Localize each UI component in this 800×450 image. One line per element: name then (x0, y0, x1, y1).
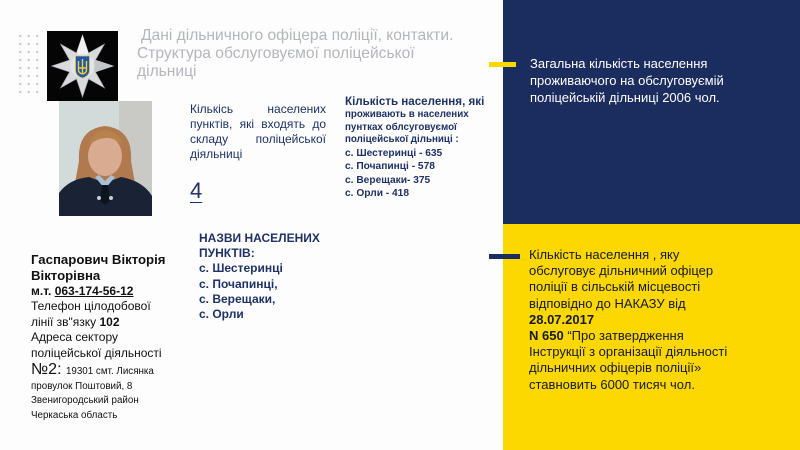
settlement-names-heading: НАЗВИ НАСЕЛЕНИХ ПУНКТІВ: (199, 231, 320, 261)
population-heading: Кількість населення, які (345, 95, 485, 108)
officer-name: Вікторівна (31, 268, 101, 283)
title-line: дільниці (137, 63, 197, 80)
title-line: Дані дільничного офіцера поліції, контакти. (141, 27, 454, 44)
order-number: N 650 (529, 328, 564, 344)
address-line: Черкаська область (31, 409, 118, 421)
officer-photo (59, 101, 152, 216)
population-by-village (345, 95, 495, 201)
norm-population-text: Кількість населення , яку обслуговує дільничний офіцер поліції в сільській місцевості відповідно до НАКАЗУ від 28.07.2017 N 650 “Про затвердження Інструкції з організації діяльності дільничних офіцерів поліції» ставновить 6000 тисяч чол. (529, 247, 791, 393)
address-line: №2: 19301 смт. Лисянка (31, 361, 154, 378)
population-row: с. Почапинці - 578 (345, 161, 435, 172)
settlements-count-value: 4 (190, 178, 203, 203)
population-subheading: проживають в населених пунтках облсуговуємої поліцейської дільниці : (345, 109, 469, 145)
officer-phone (31, 284, 201, 299)
hotline-number: 102 (99, 314, 120, 329)
hotline-text: лінії зв"язку 102 (31, 314, 120, 329)
police-star-emblem-icon (47, 31, 118, 101)
address-label: поліцейської діяльності (31, 345, 162, 360)
blue-accent-bar (489, 254, 520, 259)
address-line: провулок Поштовий, 8 (31, 380, 133, 392)
population-row: с. Шестеринці - 635 (345, 147, 443, 159)
settlement-names (199, 231, 339, 322)
dot-pattern-decoration (16, 32, 42, 94)
phone-prefix: м.т. (31, 284, 55, 298)
total-population-panel (503, 0, 800, 224)
address-label: Адреса сектору (31, 330, 118, 344)
settlement-name: с. Орли (199, 307, 244, 322)
officer-name: Гаспарович Вікторія (31, 252, 166, 267)
phone-link[interactable]: 063-174-56-12 (54, 284, 134, 298)
officer-contact (31, 252, 201, 423)
hotline-text: Телефон цілодобової (31, 299, 151, 313)
settlements-count-label: Кількісь населених пунктів, які входять до складу поліцейської діяльниці (190, 102, 326, 161)
title-line: Структура обслуговуємої поліцейської (137, 45, 415, 62)
yellow-accent-bar (489, 62, 516, 67)
settlement-name: с. Почапинці, (199, 276, 278, 291)
settlement-name: с. Верещаки, (199, 291, 276, 306)
address-number: №2: (31, 361, 66, 378)
address-line: Звенигородський район (31, 395, 139, 407)
page-title (137, 27, 497, 81)
population-row: с. Верещаки- 375 (345, 174, 431, 186)
total-population-text: Загальна кількість населення проживаючого на обслуговуємій поліцейській дільниці 2006 чол. (530, 56, 724, 105)
order-date: 28.07.2017 (529, 311, 595, 327)
settlement-name: с. Шестеринці (199, 261, 283, 276)
population-row: с. Орли - 418 (345, 188, 410, 199)
